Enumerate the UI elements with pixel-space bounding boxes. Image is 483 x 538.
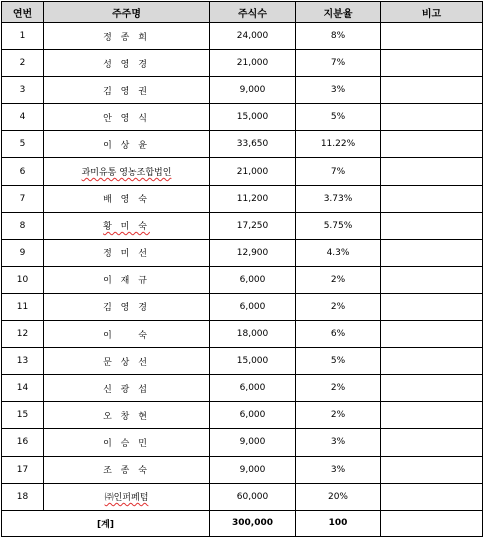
cell-holder[interactable]: 정 미 선	[44, 239, 210, 266]
cell-holder[interactable]: 조 종 숙	[44, 456, 210, 483]
cell-shares[interactable]: 11,200	[210, 185, 296, 212]
table-row	[2, 348, 483, 375]
cell-ratio[interactable]: 20%	[296, 483, 381, 510]
cell-shares[interactable]: 15,000	[210, 104, 296, 131]
cell-holder[interactable]: 이 승 민	[44, 429, 210, 456]
table-row	[2, 131, 483, 158]
cell-shares[interactable]: 33,650	[210, 131, 296, 158]
table-row	[2, 483, 483, 510]
cell-ratio[interactable]: 2%	[296, 375, 381, 402]
cell-no[interactable]: 16	[2, 429, 44, 456]
cell-holder[interactable]: 안 영 식	[44, 104, 210, 131]
cell-ratio[interactable]: 3%	[296, 77, 381, 104]
cell-holder[interactable]: 이 숙	[44, 321, 210, 348]
cell-shares[interactable]: 6,000	[210, 293, 296, 320]
cell-holder[interactable]: 이 상 윤	[44, 131, 210, 158]
cell-holder[interactable]: 신 광 섭	[44, 375, 210, 402]
cell-no[interactable]: 10	[2, 266, 44, 293]
cell-shares[interactable]: 6,000	[210, 402, 296, 429]
cell-ratio[interactable]: 5%	[296, 348, 381, 375]
total-label[interactable]: [계]	[2, 510, 210, 536]
cell-no[interactable]: 9	[2, 239, 44, 266]
cell-ratio[interactable]: 2%	[296, 402, 381, 429]
table-row	[2, 293, 483, 320]
cell-shares[interactable]: 24,000	[210, 23, 296, 50]
cell-note[interactable]	[381, 239, 483, 266]
table-row	[2, 104, 483, 131]
cell-note[interactable]	[381, 23, 483, 50]
cell-no[interactable]: 11	[2, 293, 44, 320]
cell-ratio[interactable]: 3.73%	[296, 185, 381, 212]
cell-shares[interactable]: 21,000	[210, 50, 296, 77]
cell-holder[interactable]: 오 창 현	[44, 402, 210, 429]
header-shares[interactable]: 주식수	[210, 2, 296, 23]
cell-ratio[interactable]: 7%	[296, 50, 381, 77]
cell-ratio[interactable]: 11.22%	[296, 131, 381, 158]
total-row	[2, 510, 483, 536]
cell-note[interactable]	[381, 266, 483, 293]
table-row	[2, 429, 483, 456]
holder-text: ㈜인퍼페텀	[104, 493, 149, 504]
cell-holder[interactable]	[44, 483, 210, 510]
cell-holder[interactable]: 김 영 권	[44, 77, 210, 104]
cell-note[interactable]	[381, 104, 483, 131]
cell-shares[interactable]: 9,000	[210, 77, 296, 104]
cell-note[interactable]	[381, 375, 483, 402]
header-no[interactable]: 연번	[2, 2, 44, 23]
cell-no[interactable]: 7	[2, 185, 44, 212]
cell-note[interactable]	[381, 293, 483, 320]
cell-no[interactable]: 17	[2, 456, 44, 483]
cell-ratio[interactable]: 4.3%	[296, 239, 381, 266]
cell-shares[interactable]: 9,000	[210, 456, 296, 483]
table-row	[2, 239, 483, 266]
cell-no[interactable]: 13	[2, 348, 44, 375]
table-row	[2, 185, 483, 212]
total-note[interactable]	[381, 510, 483, 536]
table-row	[2, 321, 483, 348]
cell-ratio[interactable]: 8%	[296, 23, 381, 50]
shareholder-table	[1, 1, 483, 537]
cell-shares[interactable]: 21,000	[210, 158, 296, 185]
cell-holder[interactable]: 이 재 규	[44, 266, 210, 293]
cell-shares[interactable]: 60,000	[210, 483, 296, 510]
cell-note[interactable]	[381, 321, 483, 348]
cell-no[interactable]: 1	[2, 23, 44, 50]
cell-holder[interactable]: 정 종 희	[44, 23, 210, 50]
cell-holder[interactable]: 김 영 경	[44, 293, 210, 320]
cell-no[interactable]: 3	[2, 77, 44, 104]
cell-ratio[interactable]: 3%	[296, 456, 381, 483]
table-row	[2, 77, 483, 104]
cell-no[interactable]: 2	[2, 50, 44, 77]
table-row	[2, 50, 483, 77]
table-row	[2, 375, 483, 402]
table-row	[2, 266, 483, 293]
cell-note[interactable]	[381, 483, 483, 510]
cell-no[interactable]: 4	[2, 104, 44, 131]
header-note[interactable]: 비고	[381, 2, 483, 23]
table-row	[2, 23, 483, 50]
cell-note[interactable]	[381, 158, 483, 185]
cell-holder[interactable]	[44, 158, 210, 185]
cell-note[interactable]	[381, 429, 483, 456]
table-row	[2, 402, 483, 429]
total-shares[interactable]: 300,000	[210, 510, 296, 536]
cell-holder[interactable]: 성 영 경	[44, 50, 210, 77]
cell-shares[interactable]: 17,250	[210, 212, 296, 239]
header-holder[interactable]: 주주명	[44, 2, 210, 23]
cell-ratio[interactable]: 5%	[296, 104, 381, 131]
cell-note[interactable]	[381, 185, 483, 212]
cell-ratio[interactable]: 3%	[296, 429, 381, 456]
cell-ratio[interactable]: 7%	[296, 158, 381, 185]
cell-note[interactable]	[381, 212, 483, 239]
cell-no[interactable]: 5	[2, 131, 44, 158]
header-row	[2, 2, 483, 23]
cell-shares[interactable]: 18,000	[210, 321, 296, 348]
cell-no[interactable]: 18	[2, 483, 44, 510]
cell-shares[interactable]: 12,900	[210, 239, 296, 266]
header-ratio[interactable]: 지분율	[296, 2, 381, 23]
cell-no[interactable]: 14	[2, 375, 44, 402]
cell-note[interactable]	[381, 402, 483, 429]
table-row	[2, 158, 483, 185]
cell-ratio[interactable]: 2%	[296, 266, 381, 293]
table-row	[2, 212, 483, 239]
cell-ratio[interactable]: 5.75%	[296, 212, 381, 239]
cell-note[interactable]	[381, 456, 483, 483]
cell-note[interactable]	[381, 50, 483, 77]
total-ratio[interactable]: 100	[296, 510, 381, 536]
cell-shares[interactable]: 15,000	[210, 348, 296, 375]
cell-shares[interactable]: 6,000	[210, 266, 296, 293]
cell-ratio[interactable]: 6%	[296, 321, 381, 348]
table-row	[2, 456, 483, 483]
cell-holder[interactable]: 배 영 숙	[44, 185, 210, 212]
cell-note[interactable]	[381, 348, 483, 375]
cell-note[interactable]	[381, 131, 483, 158]
holder-text: 과미유통 영농조합법인	[81, 168, 172, 179]
cell-no[interactable]: 12	[2, 321, 44, 348]
cell-no[interactable]: 6	[2, 158, 44, 185]
cell-no[interactable]: 8	[2, 212, 44, 239]
cell-ratio[interactable]: 2%	[296, 293, 381, 320]
cell-shares[interactable]: 9,000	[210, 429, 296, 456]
cell-shares[interactable]: 6,000	[210, 375, 296, 402]
cell-holder[interactable]: 문 상 선	[44, 348, 210, 375]
cell-holder[interactable]	[44, 212, 210, 239]
cell-no[interactable]: 15	[2, 402, 44, 429]
holder-text: 황 미 숙	[103, 222, 150, 233]
cell-note[interactable]	[381, 77, 483, 104]
